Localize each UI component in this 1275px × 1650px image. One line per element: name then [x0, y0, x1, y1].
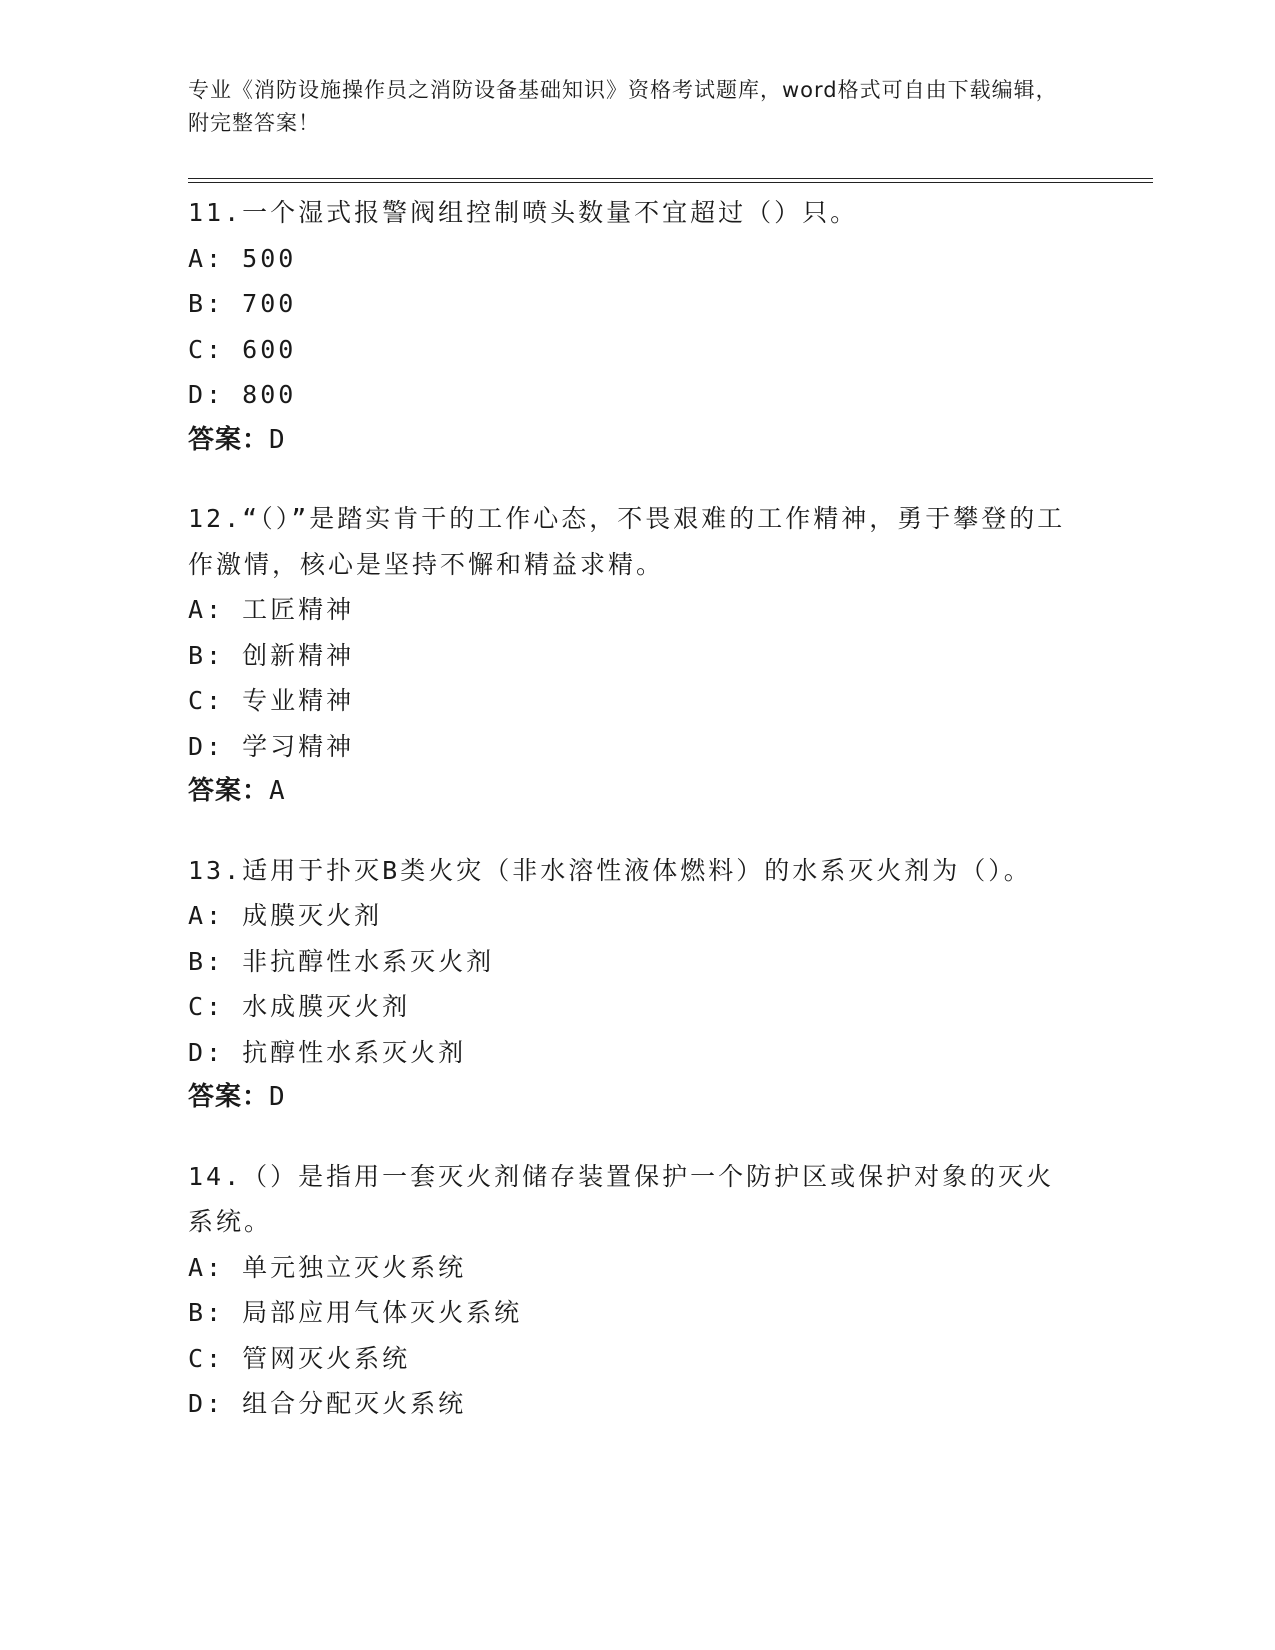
option-c: C: 600	[188, 334, 297, 364]
answer-value: D	[269, 1082, 286, 1112]
option-b: B: 700	[188, 289, 297, 318]
question-list	[188, 190, 1068, 1460]
option-c: C: 专业精神	[188, 686, 355, 715]
answer	[188, 418, 1068, 464]
header-divider-bottom	[188, 182, 1153, 183]
header-divider-top	[188, 178, 1153, 179]
option-a: A: 工匠精神	[188, 595, 355, 624]
option-a: A: 成膜灭火剂	[188, 901, 383, 930]
answer-value: A	[269, 776, 286, 806]
option-a: A: 500	[188, 243, 297, 273]
answer-label: 答案：	[188, 1082, 270, 1112]
option-c: C: 管网灭火系统	[188, 1343, 411, 1373]
document-header: 专业《消防设施操作员之消防设备基础知识》资格考试题库，word格式可自由下载编辑，附完整答案！	[188, 78, 1058, 135]
option-a: A: 单元独立灭火系统	[188, 1252, 467, 1282]
answer-label: 答案：	[188, 776, 270, 806]
question-stem: 11.一个湿式报警阀组控制喷头数量不宜超过（）只。	[188, 198, 859, 227]
question-stem: 12.“（）”是踏实肯干的工作心态，不畏艰难的工作精神，勇于攀登的工作激情，核心是坚持不懈和精益求精。	[188, 504, 1066, 579]
question-13	[188, 848, 1068, 1121]
answer	[188, 769, 1068, 815]
question-11	[188, 190, 1068, 463]
question-stem: 14.（）是指用一套灭火剂储存装置保护一个防护区或保护对象的灭火系统。	[188, 1161, 1055, 1236]
answer	[188, 1075, 1068, 1121]
question-12	[188, 496, 1068, 815]
option-c: C: 水成膜灭火剂	[188, 992, 411, 1021]
answer-label: 答案：	[188, 424, 270, 455]
document-page	[188, 0, 1153, 1650]
option-d: D: 学习精神	[188, 731, 355, 761]
option-b: B: 创新精神	[188, 640, 355, 670]
option-b: B: 非抗醇性水系灭火剂	[188, 946, 495, 976]
question-14	[188, 1154, 1068, 1427]
option-d: D: 组合分配灭火系统	[188, 1389, 467, 1418]
option-d: D: 800	[188, 380, 297, 409]
option-b: B: 局部应用气体灭火系统	[188, 1298, 523, 1327]
answer-value: D	[269, 424, 286, 455]
option-d: D: 抗醇性水系灭火剂	[188, 1037, 467, 1067]
question-stem: 13.适用于扑灭B类火灾（非水溶性液体燃料）的水系灭火剂为（）。	[188, 855, 1032, 885]
